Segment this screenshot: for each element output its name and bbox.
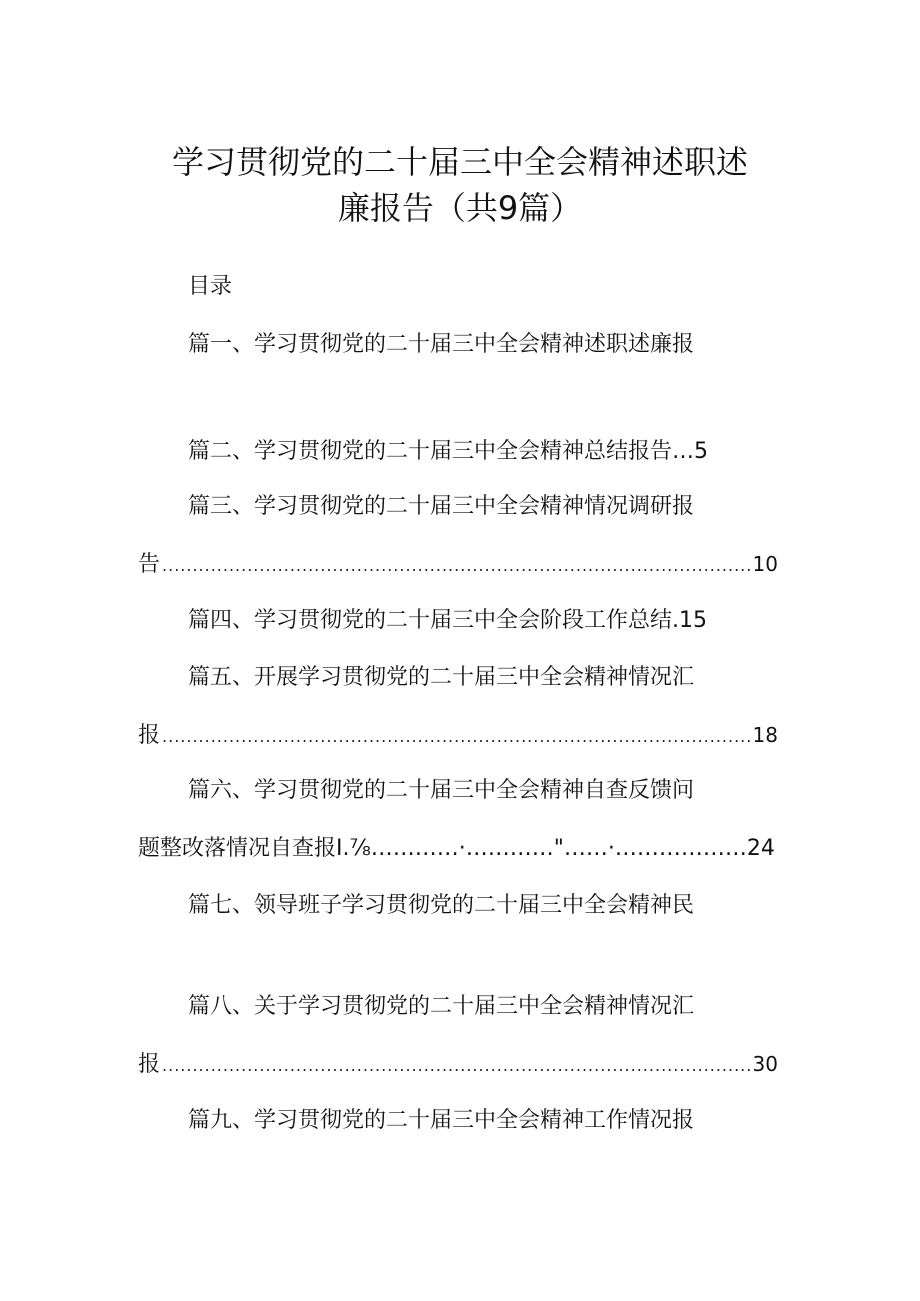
toc-entry-6-line-1[interactable]: 篇六、学习贯彻党的二十届三中全会精神自查反馈问 [188,778,695,803]
toc-entry-3-tail: 告 [138,552,161,577]
toc-entry-7[interactable]: 篇七、领导班子学习贯彻党的二十届三中全会精神民 [188,893,695,918]
toc-entry-5-page: 18 [752,723,778,747]
document-title-line-1: 学习贯彻党的二十届三中全会精神述职述 [171,143,748,181]
toc-entry-4[interactable]: 篇四、学习贯彻党的二十届三中全会阶段工作总结.15 [188,608,707,633]
dot-leader [162,722,751,752]
dot-leader [162,551,751,581]
dot-leader [162,1051,751,1081]
toc-entry-3-line-2[interactable] [138,549,778,579]
toc-entry-5-tail: 报 [138,723,161,748]
toc-entry-6-line-2[interactable]: 题整改落情况自查报I.⅞…………·…………"……·………………24 [138,836,775,861]
toc-entry-5-line-1[interactable]: 篇五、开展学习贯彻党的二十届三中全会精神情况汇 [188,665,695,690]
toc-entry-8-line-2[interactable] [138,1049,778,1079]
toc-heading: 目录 [188,274,233,299]
toc-entry-2[interactable]: 篇二、学习贯彻党的二十届三中全会精神总结报告…5 [188,439,708,464]
toc-entry-3-page: 10 [752,552,778,576]
toc-entry-5-line-2[interactable] [138,720,778,750]
toc-entry-1[interactable]: 篇一、学习贯彻党的二十届三中全会精神述职述廉报 [188,332,695,357]
toc-entry-8-line-1[interactable]: 篇八、关于学习贯彻党的二十届三中全会精神情况汇 [188,994,695,1019]
toc-entry-8-page: 30 [752,1052,778,1076]
toc-entry-3-line-1[interactable]: 篇三、学习贯彻党的二十届三中全会精神情况调研报 [188,494,695,519]
toc-entry-9[interactable]: 篇九、学习贯彻党的二十届三中全会精神工作情况报 [188,1108,695,1133]
toc-entry-8-tail: 报 [138,1052,161,1077]
document-title-line-2: 廉报告（共9篇） [337,189,583,227]
